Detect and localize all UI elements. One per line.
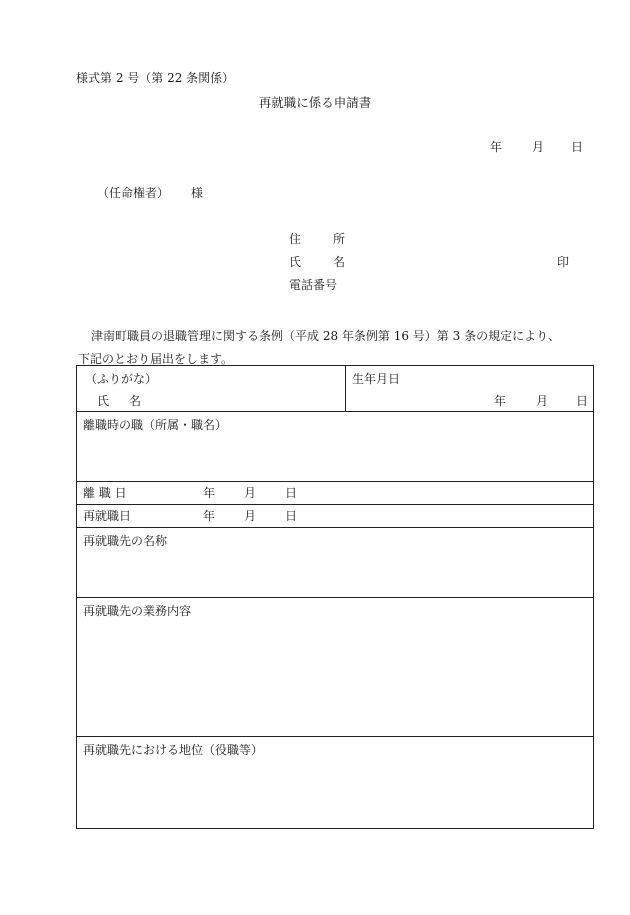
- table-name-char-1: 氏: [97, 394, 110, 408]
- addressee: [97, 187, 203, 199]
- name-cell[interactable]: [77, 366, 346, 412]
- body-line-2: 下記のとおり届出をします。: [78, 352, 234, 366]
- position-at-employer-cell[interactable]: [77, 737, 594, 829]
- employer-name-cell[interactable]: [77, 528, 594, 598]
- document-title: 再就職に係る申請書: [258, 95, 372, 110]
- retirement-month-label: 月: [244, 486, 257, 500]
- header-date-month: 月: [532, 140, 545, 154]
- body-line-1: 津南町職員の退職管理に関する条例（平成 28 年条例第 16 号）第 3 条の規定により、: [91, 329, 561, 343]
- position-at-retirement-label: 離職時の職（所属・職名）: [83, 418, 228, 432]
- birth-month-label: 月: [536, 394, 549, 408]
- form-number: 様式第 2 号（第 22 条関係）: [76, 71, 235, 85]
- birthdate-label: 生年月日: [352, 372, 401, 386]
- seal-mark: 印: [557, 255, 570, 269]
- address-char-1: 住: [289, 232, 302, 246]
- name-label: [97, 395, 141, 407]
- birth-day-label: 日: [576, 394, 589, 408]
- table-name-char-2: 名: [129, 394, 142, 408]
- business-content-cell[interactable]: [77, 598, 594, 737]
- applicant-name-label: [289, 256, 345, 268]
- birth-year-label: 年: [494, 394, 507, 408]
- applicant-phone-label: 電話番号: [289, 278, 338, 292]
- retirement-year-label: 年: [203, 486, 216, 500]
- address-char-2: 所: [333, 232, 346, 246]
- reemployment-month-label: 月: [244, 509, 257, 523]
- name-char-1: 氏: [289, 255, 302, 269]
- birthdate-cell[interactable]: [346, 366, 594, 412]
- name-char-2: 名: [333, 255, 346, 269]
- reemployment-year-label: 年: [203, 509, 216, 523]
- reemployment-date-label: 再就職日: [83, 509, 132, 523]
- applicant-address-label: [289, 233, 345, 245]
- furigana-label: （ふりがな）: [85, 372, 158, 386]
- position-at-employer-label: 再就職先における地位（役職等）: [83, 743, 264, 757]
- reemployment-day-label: 日: [285, 509, 298, 523]
- appointing-authority: （任命権者）: [97, 186, 170, 200]
- header-date-year: 年: [490, 140, 503, 154]
- header-date-day: 日: [571, 140, 584, 154]
- addressee-honorific: 様: [191, 186, 204, 200]
- retirement-date-label: 離 職 日: [83, 486, 127, 500]
- retirement-date-cell[interactable]: [77, 482, 594, 505]
- position-at-retirement-cell[interactable]: [77, 412, 594, 482]
- retirement-day-label: 日: [285, 486, 298, 500]
- business-content-label: 再就職先の業務内容: [83, 604, 192, 618]
- application-table: [76, 365, 594, 829]
- reemployment-date-cell[interactable]: [77, 505, 594, 528]
- employer-name-label: 再就職先の名称: [83, 534, 168, 548]
